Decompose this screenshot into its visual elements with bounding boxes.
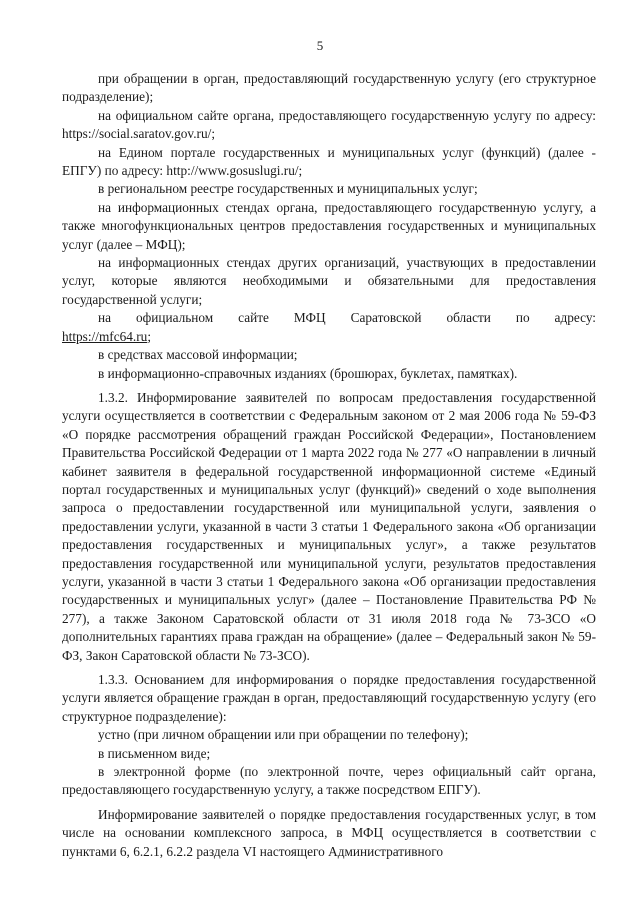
paragraph: в региональном реестре государственных и муниципальных услуг;	[98, 181, 478, 197]
paragraph-1-3-2: 1.3.2. Информирование заявителей по вопросам предоставления государственной услуги осуществляется в соответствии с Федеральным законом от 2 мая 2006 года № 59-ФЗ «О порядке рассмотрения обращений граждан Российской Федерации», Постановлением Правительства Российской Федерации от 1 марта 2022 года № 277 «О направлении в личный кабинет заявителя в федеральной государственной информационной системе «Единый портал государственных и муниципальных услуг (функций)» сведений о ходе выполнения запроса о предоставлении государственной или муниципальной услуги, заявления о предоставлении услуги, указанной в части 3 статьи 1 Федерального закона «Об организации предоставления государственных и муниципальных услуг», а также результатов предоставления государственной или муниципальной услуги, результатов предоставления услуги, указанной в части 3 статьи 1 Федерального закона «Об организации предоставления государственных и муниципальных услуг» (далее – Постановление Правительства РФ № 277), а также Законом Саратовской области от 31 июля 2018 года № 73-ЗСО «О дополнительных гарантиях права граждан на обращение» (далее – Федеральный закон № 59-ФЗ, Закон Саратовской области № 73-ЗСО).	[62, 389, 596, 663]
paragraph: в информационно-справочных изданиях (брошюрах, буклетах, памятках).	[98, 365, 518, 381]
document-body	[62, 70, 596, 861]
paragraph: устно (при личном обращении или при обращении по телефону);	[98, 727, 469, 743]
paragraph: при обращении в орган, предоставляющий государственную услугу (его структурное подразделение);	[62, 71, 596, 105]
paragraph: на Едином портале государственных и муниципальных услуг (функций) (далее - ЕПГУ) по адресу: http://www.gosuslugi.ru/;	[62, 144, 596, 179]
paragraph: в электронной форме (по электронной почте, через официальный сайт органа, предоставляющего государственную услугу, а также посредством ЕПГУ).	[62, 764, 596, 798]
mfc-website-link[interactable]: https://mfc64.ru	[62, 328, 148, 344]
paragraph: Информирование заявителей о порядке предоставления государственных услуг, в том числе на основании комплексного запроса, в МФЦ осуществляется в соответствии с пунктами 6, 6.2.1, 6.2.2 раздела VI настоящего Административного	[62, 806, 596, 859]
paragraph: на официальном сайте МФЦ Саратовской области по адресу:	[98, 310, 596, 326]
link-suffix: ;	[147, 328, 152, 344]
paragraph: в письменном виде;	[98, 745, 211, 761]
paragraph: на информационных стендах органа, предоставляющего государственную услугу, а также многофункциональных центров предоставления государственных и муниципальных услуг (далее – МФЦ);	[62, 199, 596, 252]
page-number: 5	[316, 38, 324, 53]
paragraph: в средствах массовой информации;	[98, 347, 298, 363]
paragraph: на информационных стендах других организаций, участвующих в предоставлении услуг, которые являются необходимыми и обязательными для предоставления государственной услуги;	[62, 255, 596, 307]
paragraph-link-line	[62, 328, 596, 346]
paragraph: на официальном сайте органа, предоставляющего государственную услугу по адресу: https://social.saratov.gov.ru/;	[62, 107, 596, 142]
paragraph-1-3-3: 1.3.3. Основанием для информирования о порядке предоставления государственной услуги является обращение граждан в орган, предоставляющий государственную услугу (его структурное подразделение):	[62, 672, 596, 724]
